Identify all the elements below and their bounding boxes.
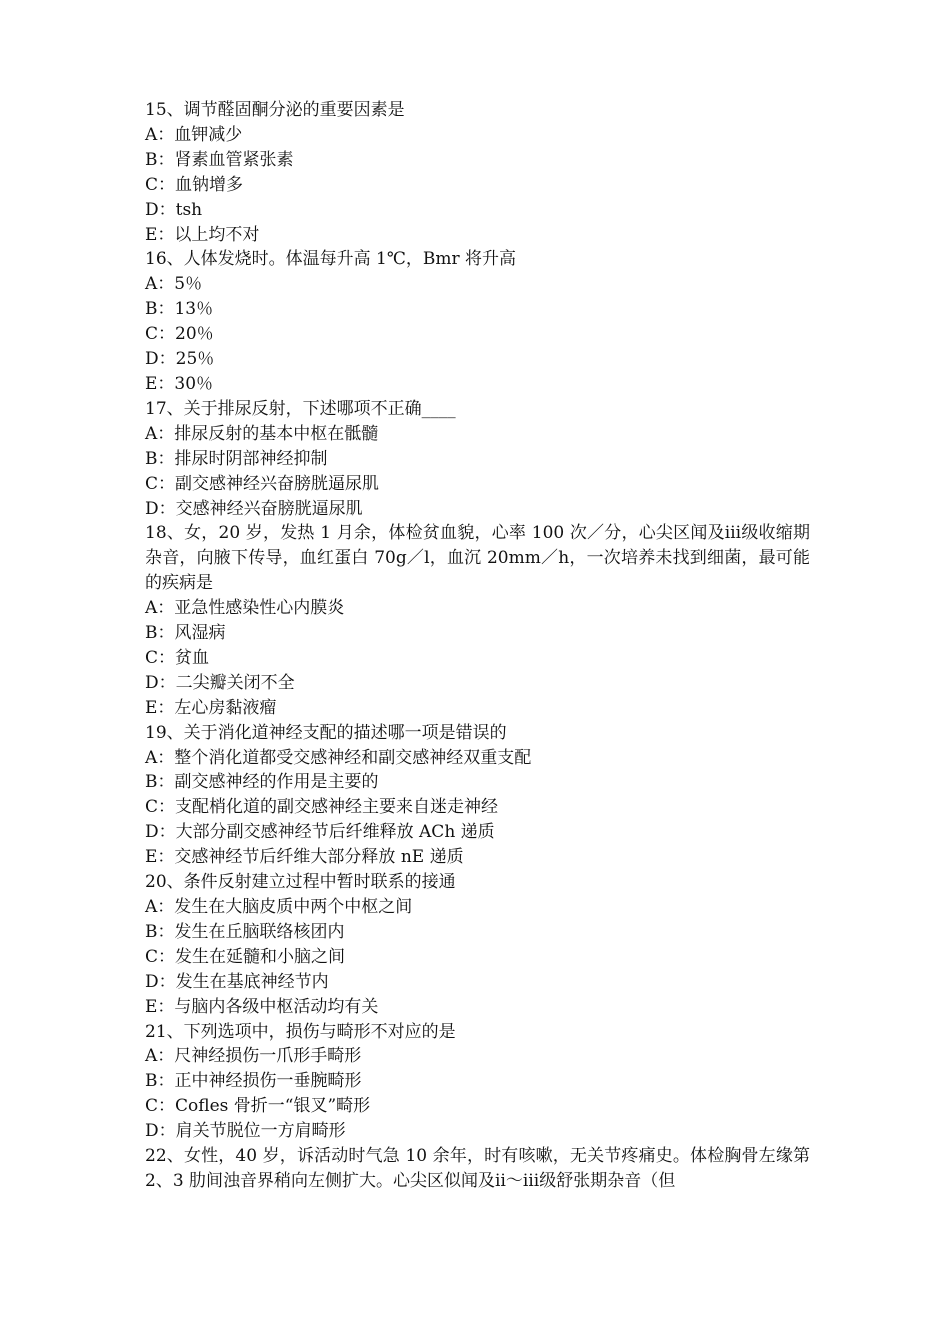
answer-option: D：25％	[145, 349, 215, 370]
answer-option: E：30％	[145, 373, 214, 394]
answer-option: B：肾素血管紧张素	[145, 149, 294, 170]
answer-option: A：血钾减少	[145, 124, 243, 145]
question-text: 20、条件反射建立过程中暂时联系的接通	[145, 872, 456, 893]
answer-option: B：副交感神经的作用是主要的	[145, 772, 379, 793]
question-block	[145, 247, 810, 396]
question-block	[145, 397, 810, 522]
question-text: 17、关于排尿反射，下述哪项不正确____	[145, 398, 456, 419]
answer-option: B：风湿病	[145, 623, 226, 644]
answer-option: D：发生在基底神经节内	[145, 971, 329, 992]
answer-option: E：交感神经节后纤维大部分释放 nE 递质	[145, 847, 464, 868]
answer-option: B：发生在丘脑联络核团内	[145, 921, 345, 942]
question-block	[145, 521, 810, 720]
answer-option: D：交感神经兴奋膀胱逼尿肌	[145, 498, 363, 519]
answer-option: C：发生在延髓和小脑之间	[145, 946, 346, 967]
question-text: 21、下列选项中，损伤与畸形不对应的是	[145, 1021, 456, 1042]
answer-option: A：5％	[145, 274, 203, 295]
answer-option: A：整个消化道都受交感神经和副交感神经双重支配	[145, 747, 532, 768]
answer-option: A：排尿反射的基本中枢在骶髓	[145, 423, 379, 444]
answer-option: A：发生在大脑皮质中两个中枢之间	[145, 897, 413, 917]
question-text: 16、人体发烧时。体温每升高 1℃，Bmr 将升高	[145, 249, 517, 270]
answer-option: D：大部分副交感神经节后纤维释放 ACh 递质	[145, 822, 495, 843]
answer-option: C：贫血	[145, 647, 210, 668]
document-page	[145, 98, 816, 1194]
answer-option: C：20％	[145, 324, 214, 345]
answer-option: C：副交感神经兴奋膀胱逼尿肌	[145, 473, 380, 494]
question-block	[145, 98, 810, 247]
question-text: 19、关于消化道神经支配的描述哪一项是错误的	[145, 722, 507, 743]
question-block	[145, 1144, 816, 1194]
answer-option: E：与脑内各级中枢活动均有关	[145, 996, 379, 1017]
answer-option: E：左心房黏液瘤	[145, 697, 277, 718]
question-text: 18、女，20 岁，发热 1 月余，体检贫血貌，心率 100 次／分，心尖区闻及ⅲ级收缩期杂音，向腋下传导，血红蛋白 70g／l，血沉 20mm／h，一次培养未找到细菌，最可能的疾病是	[145, 523, 811, 594]
question-block	[145, 1020, 810, 1145]
answer-option: C：血钠增多	[145, 174, 244, 195]
question-text: 15、调节醛固酮分泌的重要因素是	[145, 100, 405, 120]
answer-option: B：13％	[145, 299, 214, 320]
answer-option: D：二尖瓣关闭不全	[145, 672, 295, 693]
answer-option: D：肩关节脱位一方肩畸形	[145, 1121, 346, 1142]
question-text: 22、女性，40 岁，诉活动时气急 10 余年，时有咳嗽，无关节疼痛史。体检胸骨左缘第 2、3 肋间浊音界稍向左侧扩大。心尖区似闻及ⅱ～ⅲ级舒张期杂音（但	[145, 1146, 816, 1191]
answer-option: D：tsh	[145, 199, 203, 220]
answer-option: A：亚急性感染性心内膜炎	[145, 598, 345, 619]
answer-option: B：排尿时阴部神经抑制	[145, 448, 328, 469]
answer-option: C：支配梢化道的副交感神经主要来自迷走神经	[145, 797, 499, 818]
question-block	[145, 721, 810, 870]
answer-option: A：尺神经损伤一爪形手畸形	[145, 1046, 362, 1067]
question-block	[145, 870, 810, 1019]
answer-option: E：以上均不对	[145, 224, 260, 245]
answer-option: B：正中神经损伤一垂腕畸形	[145, 1071, 362, 1092]
answer-option: C：Cofles 骨折一“银叉”畸形	[145, 1096, 371, 1117]
